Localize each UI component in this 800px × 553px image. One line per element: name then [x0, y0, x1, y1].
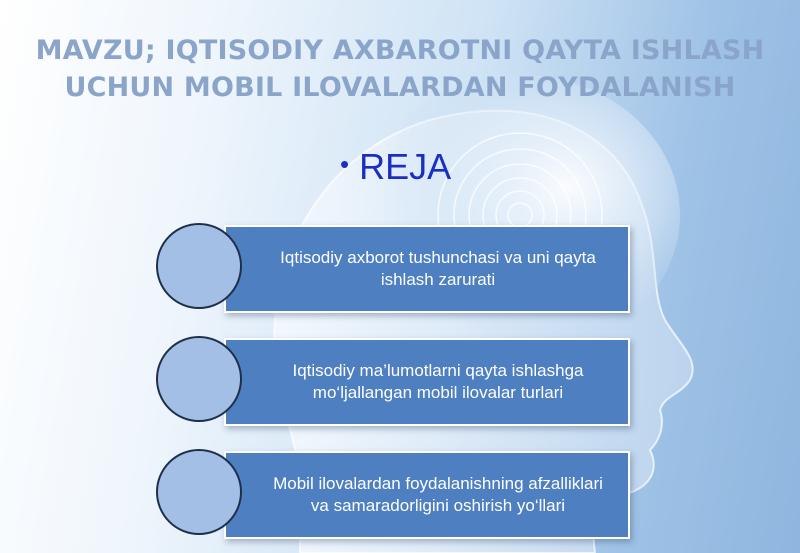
plan-item-3-text: Mobil ilovalardan foydalanishning afzalliklari va samaradorligini oshirish yo‘llari [273, 474, 603, 515]
plan-heading-text: REJA [359, 146, 452, 187]
slide-title-line-1: MAVZU; IQTISODIY AXBAROTNI QAYTA ISHLASH [35, 35, 765, 66]
plan-item-2-text: Iqtisodiy ma’lumotlarni qayta ishlashga mo‘ljallangan mobil ilovalar turlari [292, 361, 584, 402]
plan-heading [340, 142, 451, 189]
bullet-icon: • [340, 149, 350, 179]
plan-item-1-circle [156, 223, 242, 309]
plan-item-3-circle [156, 449, 242, 535]
plan-item-3-box [224, 451, 630, 539]
slide-title-line-2: UCHUN MOBIL ILOVALARDAN FOYDALANISH [64, 72, 736, 103]
plan-item-2-circle [156, 336, 242, 422]
plan-item-2-box [224, 338, 630, 426]
slide-title [30, 32, 770, 106]
plan-item-1-text: Iqtisodiy axborot tushunchasi va uni qayta ishlash zarurati [280, 248, 596, 289]
plan-item-1-box [224, 225, 630, 313]
